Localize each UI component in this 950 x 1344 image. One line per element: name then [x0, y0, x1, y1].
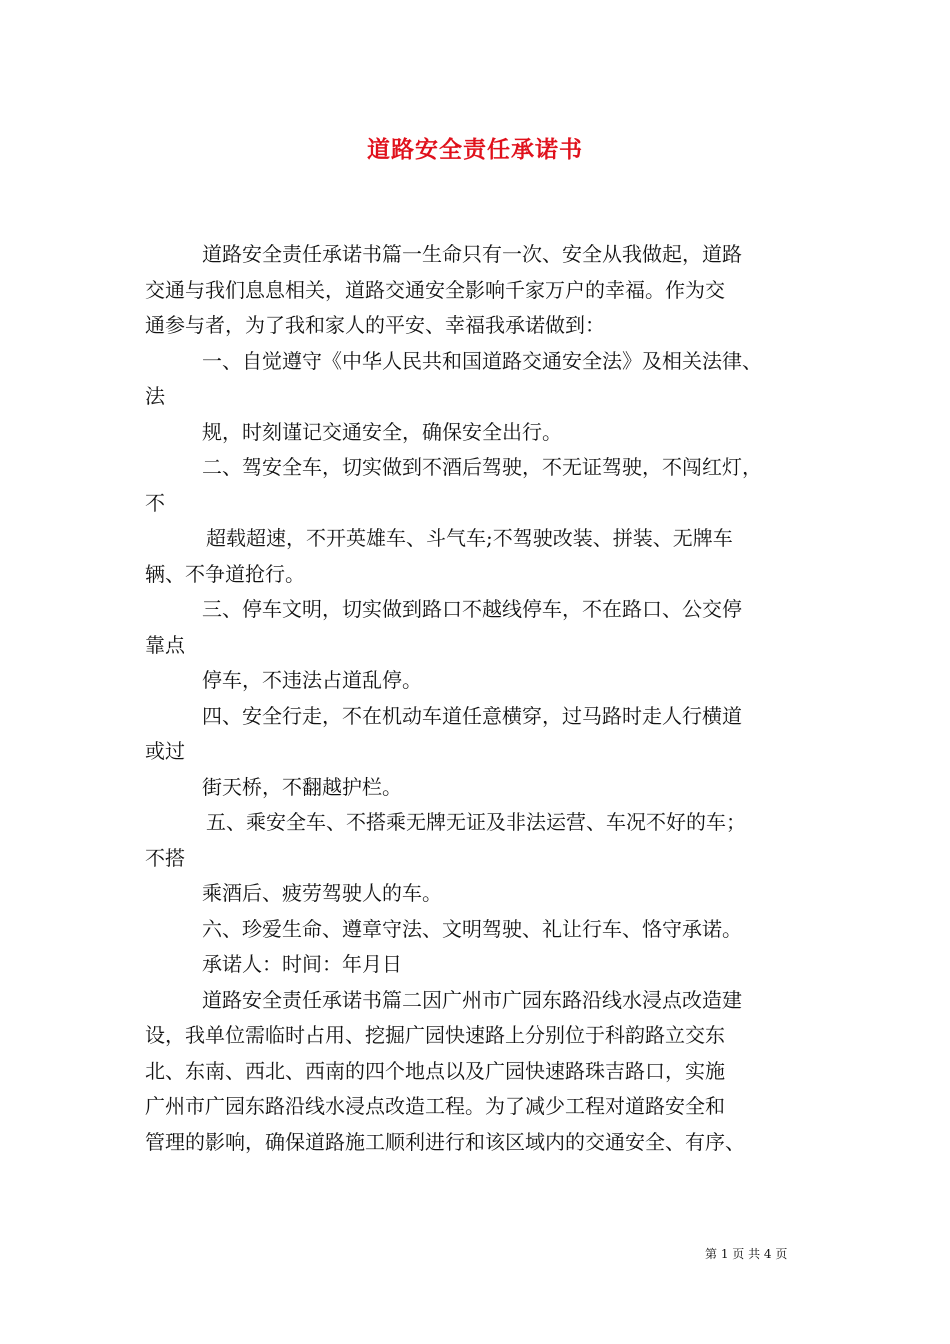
text-line: 规，时刻谨记交通安全，确保安全出行。	[202, 419, 562, 444]
text-line: 辆、不争道抢行。	[145, 561, 305, 586]
text-line: 北、东南、西北、西南的四个地点以及广园快速路珠吉路口，实施	[145, 1058, 725, 1083]
text-line: 超载超速，不开英雄车、斗气车;不驾驶改装、拼装、无牌车	[206, 526, 733, 550]
text-line: 道路安全责任承诺书篇一生命只有一次、安全从我做起，道路	[202, 242, 742, 266]
text-line: 六、珍爱生命、遵章守法、文明驾驶、礼让行车、恪守承诺。	[202, 916, 742, 941]
text-line: 法	[145, 384, 165, 408]
text-line: 五、乘安全车、不搭乘无牌无证及非法运营、车况不好的车；	[206, 810, 746, 834]
text-line: 四、安全行走，不在机动车道任意横穿，过马路时走人行横道	[202, 703, 742, 728]
text-line: 广州市广园东路沿线水浸点改造工程。为了减少工程对道路安全和	[145, 1094, 725, 1118]
text-line: 交通与我们息息相关，道路交通安全影响千家万户的幸福。作为交	[145, 277, 725, 302]
page-number: 第 1 页 共 4 页	[705, 1247, 788, 1261]
text-line: 二、驾安全车，切实做到不酒后驾驶，不无证驾驶，不闯红灯，	[202, 455, 762, 479]
document-body	[145, 237, 813, 1160]
text-line: 停车，不违法占道乱停。	[202, 668, 422, 692]
text-line: 承诺人：时间：年月日	[202, 952, 402, 976]
text-line: 靠点	[145, 632, 185, 657]
text-line: 设，我单位需临时占用、挖掘广园快速路上分别位于科韵路立交东	[145, 1023, 725, 1047]
text-line: 不	[145, 490, 165, 515]
text-line: 管理的影响，确保道路施工顺利进行和该区域内的交通安全、有序、	[145, 1129, 745, 1154]
text-line: 乘酒后、疲劳驾驶人的车。	[202, 881, 442, 905]
text-line: 街天桥，不翻越护栏。	[202, 774, 402, 799]
text-line: 通参与者，为了我和家人的平安、幸福我承诺做到：	[145, 313, 605, 337]
text-line: 道路安全责任承诺书篇二因广州市广园东路沿线水浸点改造建	[202, 987, 742, 1012]
text-line: 三、停车文明，切实做到路口不越线停车，不在路口、公交停	[202, 597, 742, 621]
text-line: 一、自觉遵守《中华人民共和国道路交通安全法》及相关法律、	[202, 348, 762, 373]
text-line: 或过	[145, 739, 185, 763]
document-title: 道路安全责任承诺书	[367, 136, 583, 163]
text-line: 不搭	[145, 845, 185, 870]
